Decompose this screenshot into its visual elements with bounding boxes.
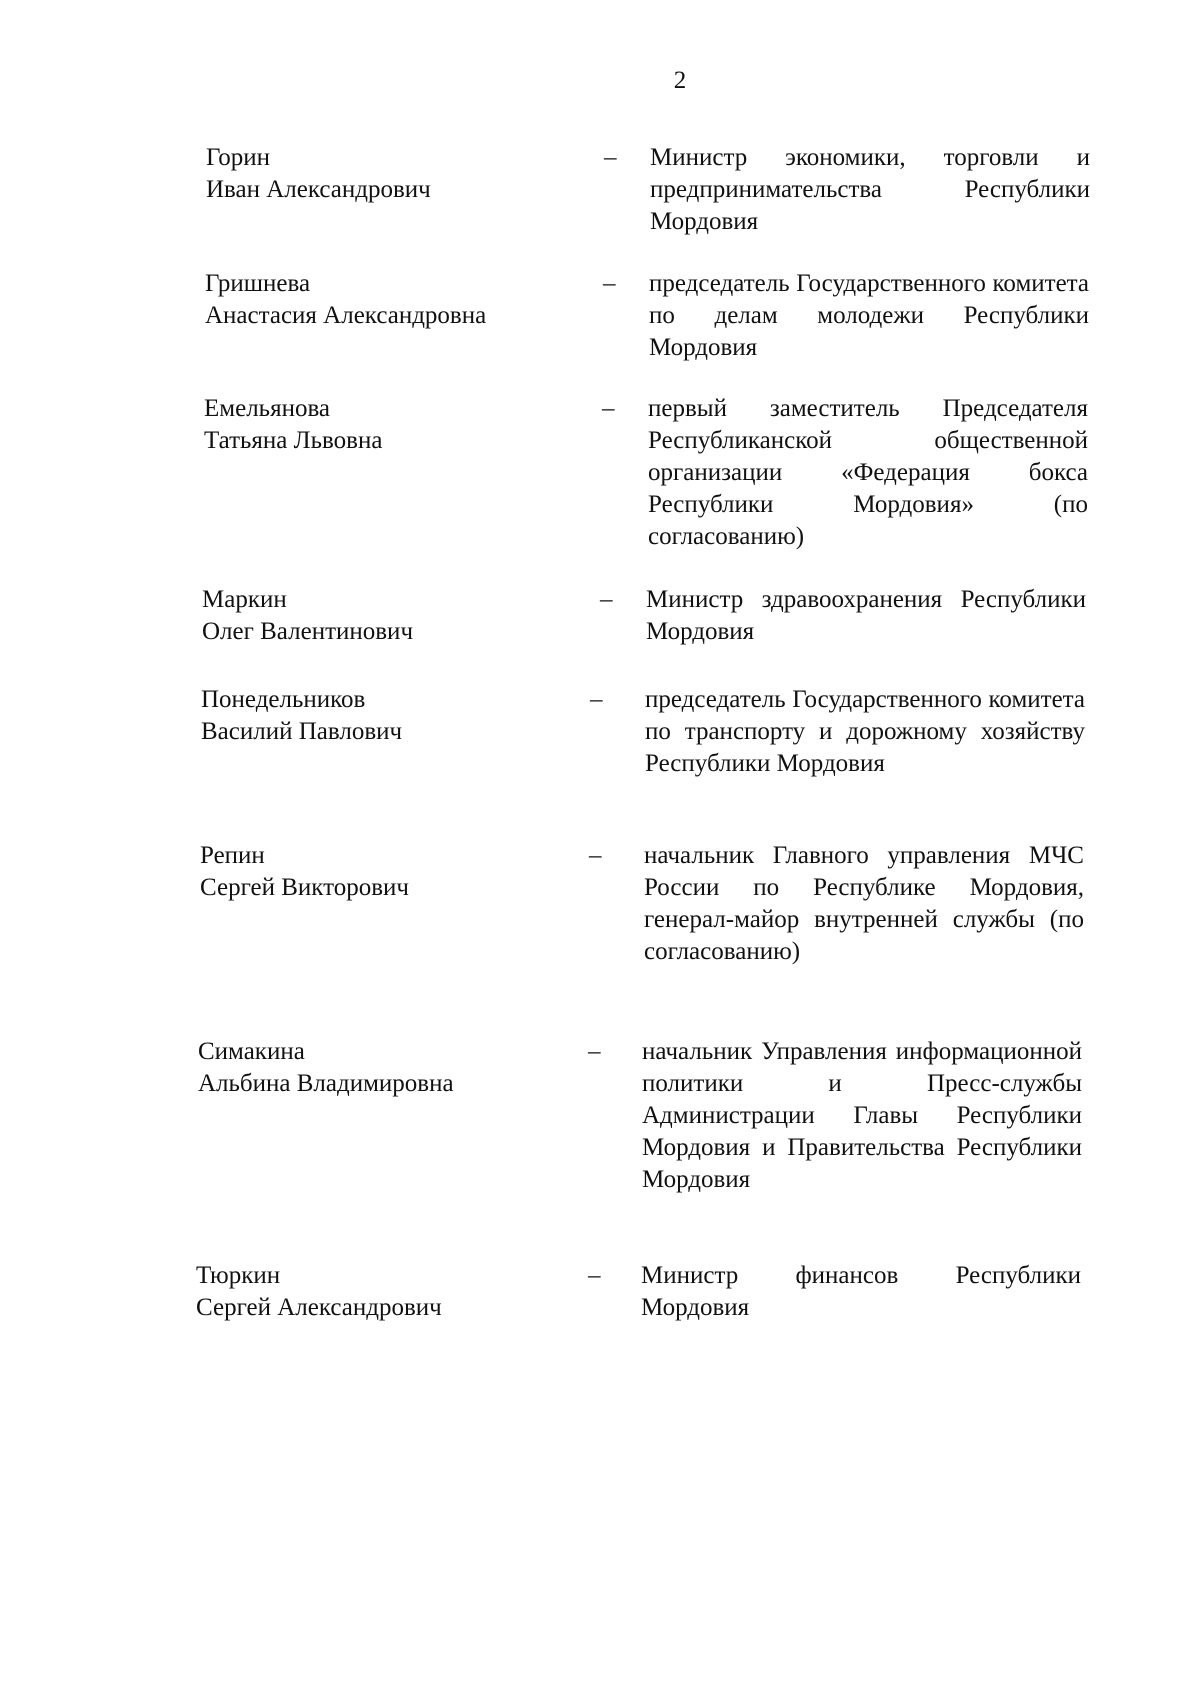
- person-name: [198, 1036, 578, 1100]
- person-name: [202, 584, 582, 648]
- position-description: Министр здравоохранения Республики Мордовия: [646, 586, 1086, 645]
- dash-separator: –: [600, 586, 613, 613]
- surname: Тюркин: [196, 1262, 281, 1289]
- dash-separator: –: [590, 686, 603, 713]
- surname: Симакина: [198, 1038, 305, 1065]
- position-description: начальник Управления информационной политики и Пресс-службы Администрации Главы Республики Мордовия и Правительства Республики Мордовия: [642, 1038, 1082, 1193]
- surname: Маркин: [202, 586, 287, 613]
- given-names: Олег Валентинович: [202, 618, 414, 645]
- given-names: Анастасия Александровна: [205, 302, 487, 329]
- person-name: [201, 684, 581, 748]
- dash-separator: –: [588, 1262, 601, 1289]
- position-description: председатель Государственного комитета по транспорту и дорожному хозяйству Республики Мордовия: [645, 686, 1085, 777]
- given-names: Иван Александрович: [206, 176, 431, 203]
- person-name: [205, 268, 585, 332]
- surname: Горин: [206, 144, 271, 171]
- position-description: председатель Государственного комитета по делам молодежи Республики Мордовия: [649, 270, 1089, 361]
- page-number: 2: [673, 67, 687, 94]
- person-name: [206, 142, 586, 206]
- dash-separator: –: [603, 270, 616, 297]
- position-description: первый заместитель Председателя Республиканской общественной организации «Федерация бокса Республики Мордовия» (по согласованию): [648, 395, 1088, 550]
- person-name: [196, 1260, 576, 1324]
- dash-separator: –: [604, 144, 617, 171]
- given-names: Василий Павлович: [201, 718, 403, 745]
- position-description: Министр экономики, торговли и предпринимательства Республики Мордовия: [650, 144, 1090, 235]
- given-names: Сергей Александрович: [196, 1294, 442, 1321]
- person-name: [204, 393, 584, 457]
- person-name: [200, 840, 580, 904]
- surname: Репин: [200, 842, 265, 869]
- surname: Гришнева: [205, 270, 311, 297]
- position-description: начальник Главного управления МЧС России по Республике Мордовия, генерал-майор внутренней службы (по согласованию): [644, 842, 1084, 965]
- given-names: Альбина Владимировна: [198, 1070, 454, 1097]
- surname: Понедельников: [201, 686, 366, 713]
- surname: Емельянова: [204, 395, 331, 422]
- dash-separator: –: [602, 395, 615, 422]
- position-description: Министр финансов Республики Мордовия: [641, 1262, 1081, 1321]
- given-names: Татьяна Львовна: [204, 427, 383, 454]
- dash-separator: –: [589, 842, 602, 869]
- dash-separator: –: [588, 1038, 601, 1065]
- given-names: Сергей Викторович: [200, 874, 409, 901]
